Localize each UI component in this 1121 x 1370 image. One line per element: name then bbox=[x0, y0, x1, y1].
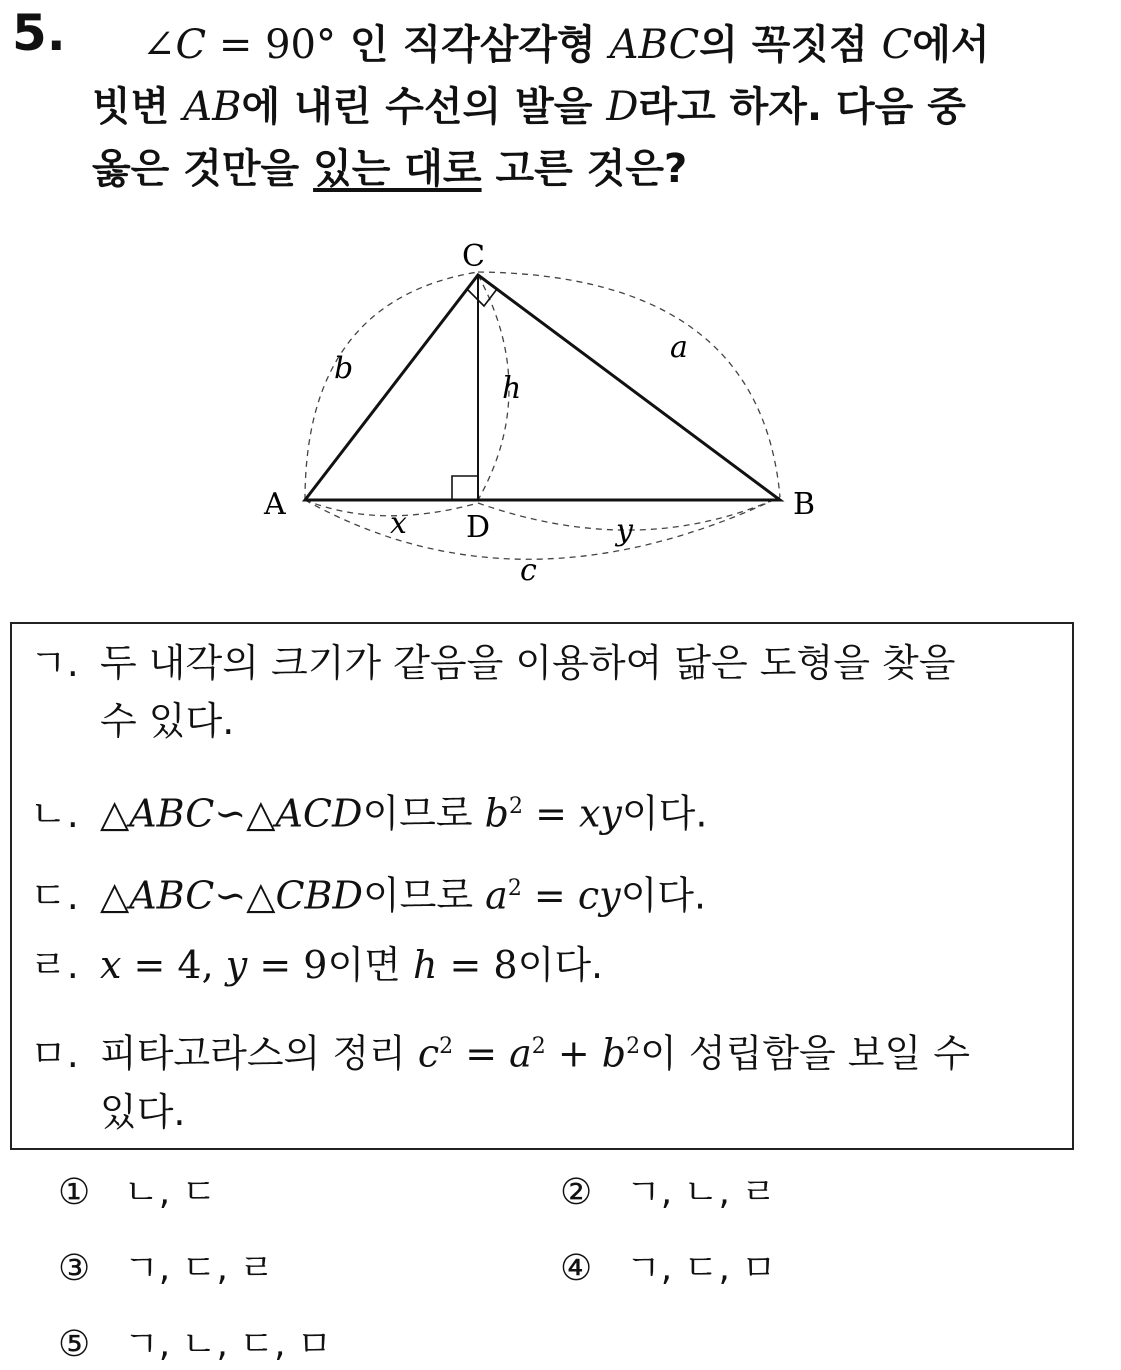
arc-c bbox=[305, 497, 780, 559]
math-var: b bbox=[484, 791, 509, 836]
exponent: 2 bbox=[507, 876, 522, 901]
right-angle-c bbox=[467, 289, 497, 306]
choice-text: ㄱ, ㄷ, ㅁ bbox=[626, 1248, 777, 1289]
segment-ab: AB bbox=[183, 84, 242, 130]
underlined-phrase: 있는 대로 bbox=[313, 146, 482, 192]
right-angle-d bbox=[452, 476, 478, 500]
statement-text: 이다. bbox=[621, 791, 708, 836]
choice-text: ㄴ, ㄷ bbox=[124, 1172, 217, 1213]
choice-text: ㄱ, ㄴ, ㄷ, ㅁ bbox=[124, 1324, 332, 1365]
statement-5 bbox=[30, 1018, 970, 1141]
statement-text: 이면 bbox=[327, 943, 413, 987]
statement-text: 이므로 bbox=[362, 791, 485, 836]
choice-1[interactable] bbox=[58, 1164, 216, 1215]
math-value: = 9 bbox=[247, 943, 328, 987]
label-h: h bbox=[502, 371, 522, 406]
triangle-name: ABC bbox=[129, 873, 215, 918]
choice-text: ㄱ, ㄴ, ㄹ bbox=[626, 1172, 777, 1213]
math-var: cy bbox=[577, 873, 621, 918]
choice-number: ① bbox=[58, 1172, 91, 1213]
statement-key: ㄱ. bbox=[30, 641, 79, 685]
statement-4 bbox=[30, 936, 603, 994]
statement-key: ㄹ. bbox=[30, 943, 79, 987]
similar-symbol: ∽ bbox=[214, 791, 247, 836]
label-x: x bbox=[390, 506, 407, 541]
statement-text: 이다. bbox=[620, 873, 707, 918]
math-var: c bbox=[417, 1031, 440, 1076]
label-side-b: b bbox=[334, 351, 354, 386]
equals: = bbox=[453, 1031, 510, 1076]
choice-number: ④ bbox=[560, 1248, 593, 1289]
statement-1 bbox=[30, 634, 955, 750]
choice-4[interactable] bbox=[560, 1240, 776, 1291]
stem-text: 에서 bbox=[912, 22, 990, 68]
triangle-figure bbox=[0, 0, 1121, 620]
triangle-symbol: △ bbox=[246, 791, 276, 836]
choice-number: ⑤ bbox=[58, 1324, 91, 1365]
choice-3[interactable] bbox=[58, 1240, 274, 1291]
exponent: 2 bbox=[531, 1034, 546, 1059]
math-value: = 4, bbox=[121, 943, 226, 987]
statement-text: 두 내각의 크기가 같음을 이용하여 닮은 도형을 찾을 bbox=[100, 641, 956, 685]
statement-text: 이 성립함을 보일 수 bbox=[640, 1031, 971, 1076]
statement-key: ㅁ. bbox=[30, 1031, 79, 1076]
triangle-name: ABC bbox=[129, 791, 215, 836]
triangle-symbol: △ bbox=[246, 873, 276, 918]
label-side-c: c bbox=[520, 553, 537, 588]
label-b: B bbox=[793, 487, 816, 522]
vertex-c: C bbox=[175, 22, 207, 68]
statement-2 bbox=[30, 778, 707, 843]
math-var: x bbox=[100, 943, 122, 987]
label-d: D bbox=[466, 510, 491, 545]
stem-text: 의 꼭짓점 bbox=[699, 22, 882, 68]
math-var: y bbox=[225, 943, 248, 987]
statement-3 bbox=[30, 860, 706, 925]
triangle-abc-shape bbox=[305, 275, 780, 500]
triangle-name: CBD bbox=[275, 873, 363, 918]
exponent: 2 bbox=[626, 1034, 641, 1059]
exponent: 2 bbox=[439, 1034, 454, 1059]
math-var: h bbox=[412, 943, 438, 987]
angle-symbol: ∠ bbox=[142, 22, 176, 68]
stem-text: 에 내린 수선의 발을 bbox=[241, 84, 607, 130]
label-side-a: a bbox=[670, 330, 688, 365]
math-value: = 8 bbox=[437, 943, 518, 987]
label-a: A bbox=[264, 487, 286, 522]
vertex-c: C bbox=[881, 22, 913, 68]
statement-key: ㄷ. bbox=[30, 873, 79, 918]
arc-a bbox=[478, 272, 780, 497]
choice-5[interactable] bbox=[58, 1316, 332, 1367]
plus: + bbox=[545, 1031, 602, 1076]
math-var: b bbox=[601, 1031, 627, 1076]
label-y: y bbox=[616, 513, 633, 548]
label-c: C bbox=[462, 239, 485, 274]
choice-2[interactable] bbox=[560, 1164, 776, 1215]
stem-text: 라고 하자. 다음 중 bbox=[638, 84, 966, 130]
triangle-symbol: △ bbox=[100, 791, 130, 836]
statement-key: ㄴ. bbox=[30, 791, 79, 836]
stem-text: 빗변 bbox=[92, 84, 184, 130]
choice-text: ㄱ, ㄷ, ㄹ bbox=[124, 1248, 275, 1289]
stem-text: 고른 것은? bbox=[481, 146, 688, 192]
statement-text: 이므로 bbox=[362, 873, 486, 918]
statement-text-cont: 있다. bbox=[100, 1089, 186, 1134]
statement-text: 피타고라스의 정리 bbox=[100, 1031, 418, 1076]
angle-value: = 90° bbox=[206, 22, 336, 68]
triangle-symbol: △ bbox=[100, 873, 130, 918]
statement-text-cont: 수 있다. bbox=[100, 699, 235, 743]
question-number: 5. bbox=[12, 4, 66, 62]
exponent: 2 bbox=[509, 794, 523, 819]
choice-number: ② bbox=[560, 1172, 593, 1213]
triangle-name: ACD bbox=[275, 791, 363, 836]
point-d: D bbox=[606, 84, 639, 130]
choice-number: ③ bbox=[58, 1248, 91, 1289]
math-var: xy bbox=[579, 791, 622, 836]
math-var: a bbox=[485, 873, 508, 918]
stem-text: 옳은 것만을 bbox=[92, 146, 314, 192]
equals: = bbox=[521, 873, 578, 918]
stem-text: 인 직각삼각형 bbox=[335, 22, 610, 68]
triangle-abc: ABC bbox=[609, 22, 700, 68]
math-var: a bbox=[509, 1031, 532, 1076]
similar-symbol: ∽ bbox=[214, 873, 247, 918]
statement-text: 이다. bbox=[517, 943, 604, 987]
equals: = bbox=[523, 791, 579, 836]
